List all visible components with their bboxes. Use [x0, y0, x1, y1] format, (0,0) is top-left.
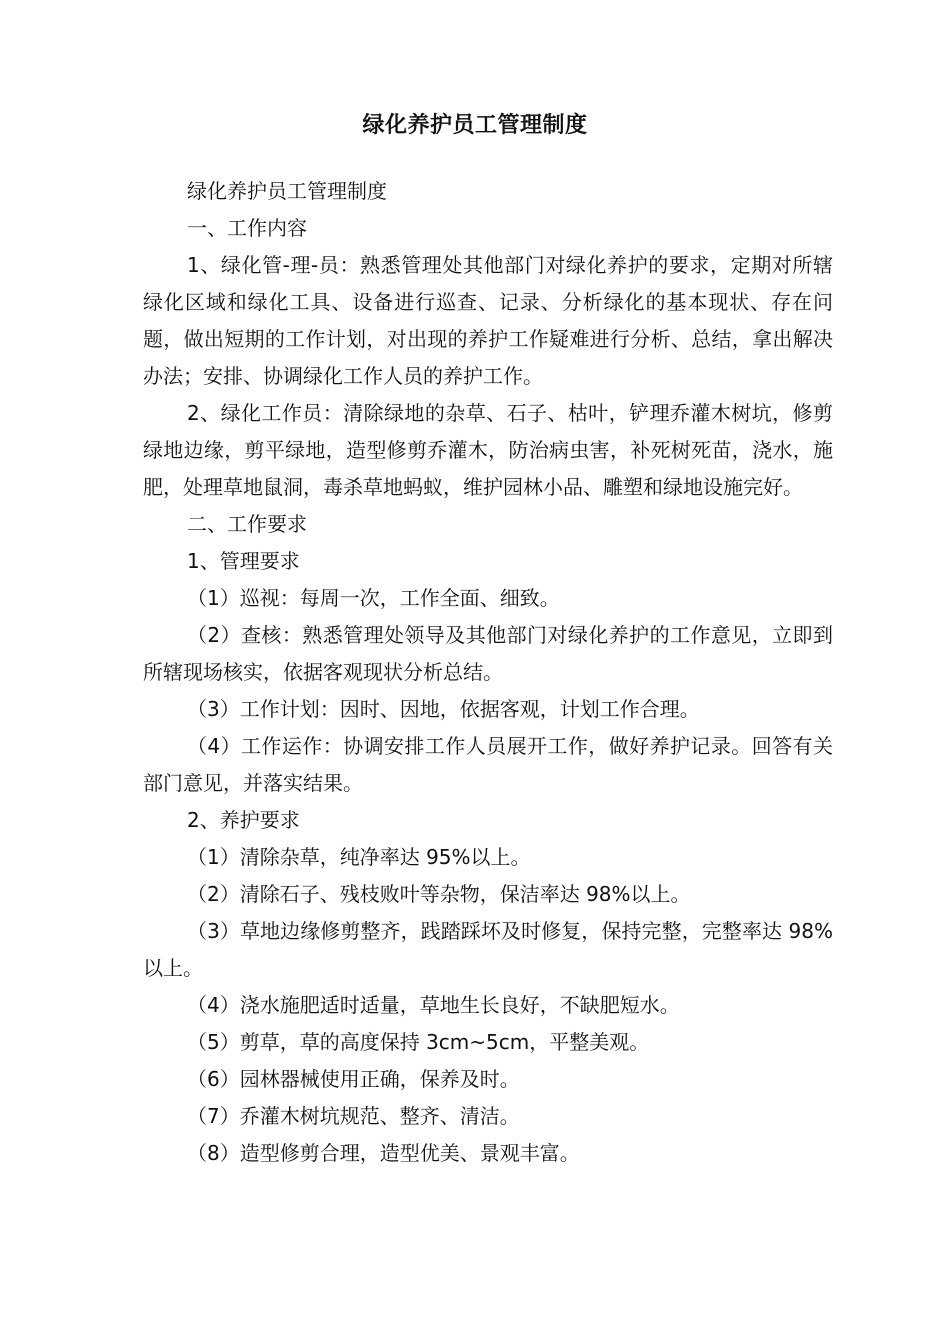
section-heading-work-content: 一、工作内容 — [187, 216, 307, 240]
list-item: （3）工作计划：因时、因地，依据客观，计划工作合理。 — [187, 697, 700, 721]
list-item: （4）浇水施肥适时适量，草地生长良好，不缺肥短水。 — [187, 993, 680, 1017]
subsection-heading-maintenance: 2、养护要求 — [187, 808, 300, 832]
paragraph-subtitle: 绿化养护员工管理制度 — [187, 179, 387, 203]
subsection-heading-management: 1、管理要求 — [187, 549, 300, 573]
list-item: （4）工作运作：协调安排工作人员展开工作，做好养护记录。回答有关部门意见，并落实结果。 — [143, 734, 833, 795]
section-heading-work-requirements: 二、工作要求 — [187, 512, 307, 536]
paragraph-green-worker: 2、绿化工作员：清除绿地的杂草、石子、枯叶，铲理乔灌木树坑，修剪绿地边缘，剪平绿地，造型修剪乔灌木，防治病虫害，补死树死苗，浇水，施肥，处理草地鼠洞，毒杀草地蚂蚁，维护园林小品、雕塑和绿地设施完好。 — [143, 401, 833, 499]
list-item: （2）查核：熟悉管理处领导及其他部门对绿化养护的工作意见，立即到所辖现场核实，依据客观现状分析总结。 — [143, 623, 833, 684]
list-item: （6）园林器械使用正确，保养及时。 — [187, 1067, 520, 1091]
list-item: （7）乔灌木树坑规范、整齐、清洁。 — [187, 1104, 520, 1128]
list-item: （3）草地边缘修剪整齐，践踏踩坏及时修复，保持完整，完整率达 98%以上。 — [143, 919, 833, 980]
list-item: （2）清除石子、残枝败叶等杂物，保洁率达 98%以上。 — [187, 882, 691, 906]
document-body — [143, 173, 833, 1172]
list-item: （1）巡视：每周一次，工作全面、细致。 — [187, 586, 560, 610]
list-item: （1）清除杂草，纯净率达 95%以上。 — [187, 845, 531, 869]
document-title: 绿化养护员工管理制度 — [362, 113, 588, 138]
list-item: （5）剪草，草的高度保持 3cm~5cm，平整美观。 — [187, 1030, 650, 1054]
list-item: （8）造型修剪合理，造型优美、景观丰富。 — [187, 1141, 580, 1165]
paragraph-green-manager: 1、绿化管-理-员：熟悉管理处其他部门对绿化养护的要求，定期对所辖绿化区域和绿化工具、设备进行巡查、记录、分析绿化的基本现状、存在问题，做出短期的工作计划，对出现的养护工作疑难进行分析、总结，拿出解决办法；安排、协调绿化工作人员的养护工作。 — [143, 253, 833, 388]
